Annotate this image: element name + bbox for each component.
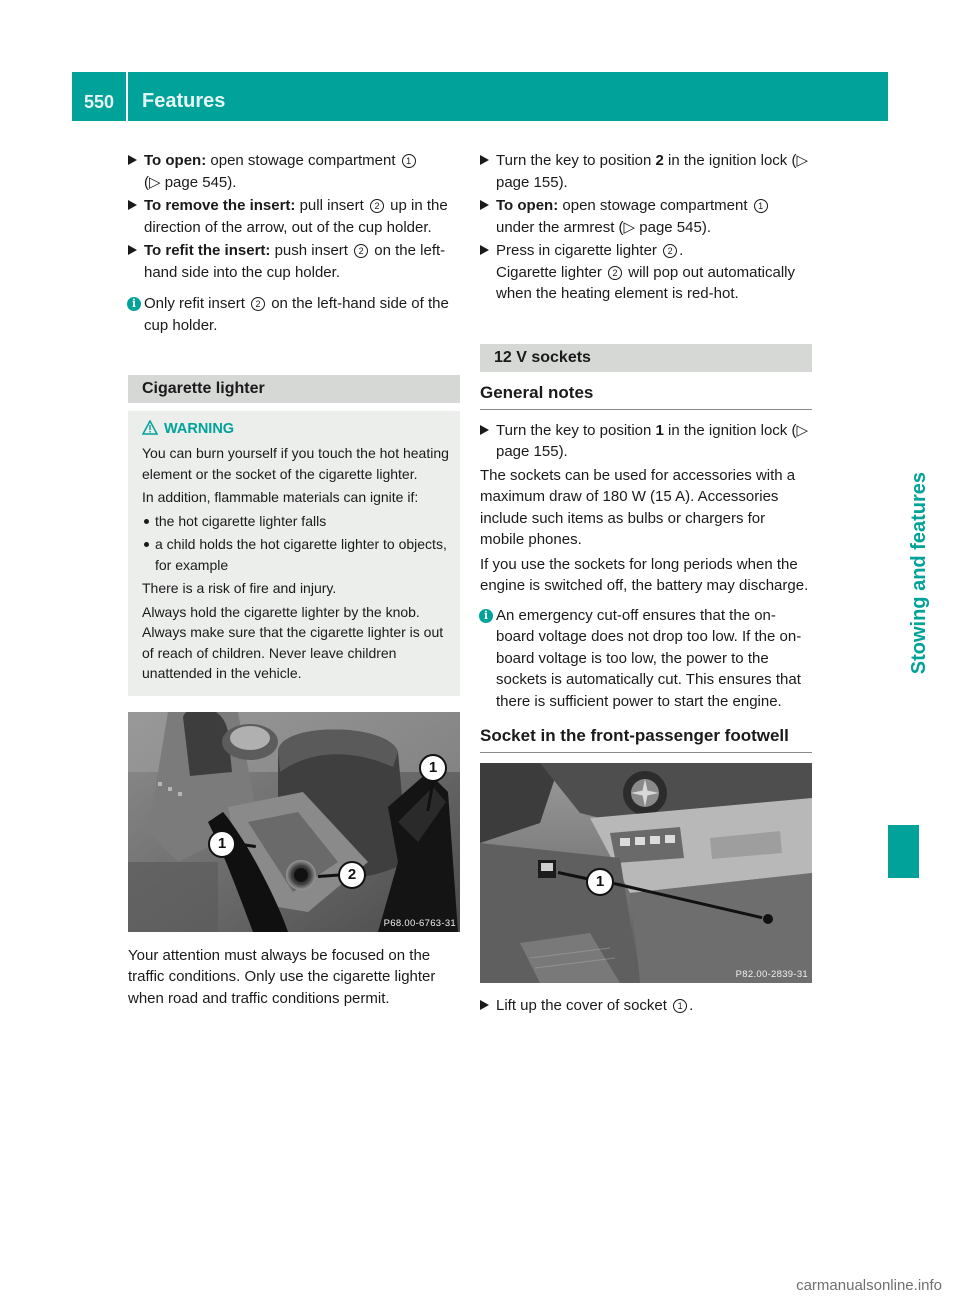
step-text: in the ignition lock (▷ page 155). — [496, 421, 808, 460]
warning-box — [128, 411, 460, 696]
attention-paragraph: Your attention must always be focused on the traffic conditions. Only use the cigarette lighter when road and traffic conditions permit. — [128, 946, 436, 1007]
step-text: up in the direction of the arrow, out of the cup holder. — [144, 197, 448, 236]
callout-number-icon: 2 — [370, 199, 384, 213]
subhead-front-passenger-socket: Socket in the front-passenger footwell — [480, 726, 812, 753]
step-press-lighter — [480, 240, 812, 305]
step-position: 1 — [655, 421, 664, 439]
chapter-title: Features — [142, 90, 226, 112]
info-icon: i — [127, 297, 141, 311]
step-text: on the left-hand side into the cup holder. — [144, 242, 446, 281]
warning-text: Always hold the cigarette lighter by the knob. Always make sure that the cigarette lighter is out of reach of children. Never leave children unattended in the vehicle. — [142, 603, 444, 681]
step-text: Turn the key to position — [496, 421, 656, 439]
side-tab-label: Stowing and features — [908, 472, 930, 675]
callout-number-icon: 1 — [402, 154, 416, 168]
step-turn-key — [480, 150, 812, 193]
step-label: To open: — [496, 197, 559, 214]
battery-paragraph: If you use the sockets for long periods when the engine is switched off, the battery may discharge. — [480, 555, 809, 594]
page-reference[interactable]: (▷ page 545). — [144, 173, 237, 191]
step-refit-insert — [128, 240, 460, 283]
info-icon: i — [479, 609, 493, 623]
page-header — [72, 72, 888, 121]
step-label: To remove the insert: — [144, 197, 296, 214]
warning-text: You can burn yourself if you touch the hot heating element or the socket of the cigarette lighter. — [142, 445, 449, 482]
warning-bullet: a child holds the hot cigarette lighter to objects, for example — [142, 534, 450, 575]
step-text: . — [689, 997, 694, 1014]
callout-number-icon: 1 — [754, 199, 768, 213]
figure-code: P82.00-2839-31 — [735, 969, 808, 980]
watermark: carmanualsonline.info — [796, 1277, 942, 1294]
figure-code: P68.00-6763-31 — [383, 917, 456, 929]
page-number: 550 — [84, 92, 115, 112]
warning-text: There is a risk of fire and injury. — [142, 580, 337, 596]
step-arrow-icon — [128, 155, 137, 165]
callout-number-icon: 2 — [663, 244, 677, 258]
step-label: To refit the insert: — [144, 242, 271, 259]
step-label: To open: — [144, 152, 207, 169]
step-arrow-icon — [128, 200, 137, 210]
side-tab-marker — [888, 825, 919, 878]
step-text: open stowage compartment — [558, 197, 752, 214]
callout-1-armrest: 1 — [419, 754, 447, 782]
callout-number-icon: 2 — [354, 244, 368, 258]
info-text: Only refit insert — [144, 295, 250, 312]
step-text: Turn the key to position — [496, 152, 656, 169]
step-open-compartment — [480, 195, 812, 238]
section-title-12v-sockets: 12 V sockets — [480, 344, 812, 372]
step-arrow-icon — [480, 155, 489, 165]
section-title-cigarette-lighter: Cigarette lighter — [128, 375, 460, 403]
callout-number-icon: 1 — [673, 999, 687, 1013]
step-text: will pop out automatically when the heating element is red-hot. — [496, 263, 795, 302]
step-open — [128, 150, 460, 193]
header-divider — [126, 72, 128, 121]
step-text: push insert — [270, 242, 353, 259]
step-text: pull insert — [295, 197, 368, 214]
info-text: An emergency cut-off ensures that the on-board voltage does not drop too low. If the on-board voltage is too low, the power to the sockets is automatically cut. This ensures that there is sufficient power to start the engine. — [496, 606, 802, 710]
step-arrow-icon — [480, 245, 489, 255]
callout-number-icon: 2 — [608, 266, 622, 280]
step-turn-key-pos1 — [480, 420, 812, 463]
warning-label: WARNING — [164, 421, 235, 437]
side-tab — [888, 72, 960, 1302]
info-note-cutoff — [480, 605, 812, 713]
step-text: open stowage compartment — [206, 152, 400, 169]
warning-bullet: the hot cigarette lighter falls — [142, 511, 450, 532]
left-column — [128, 150, 460, 1009]
cigarette-lighter-photo — [128, 712, 460, 932]
warning-triangle-icon — [142, 420, 158, 435]
step-arrow-icon — [480, 200, 489, 210]
callout-1: 1 — [208, 830, 236, 858]
step-position: 2 — [655, 152, 664, 169]
callout-1-socket: 1 — [586, 868, 614, 896]
step-arrow-icon — [480, 1000, 489, 1010]
subhead-general-notes: General notes — [480, 383, 812, 410]
step-lift-cover — [480, 995, 812, 1017]
step-text: Cigarette lighter — [496, 263, 607, 281]
callout-2: 2 — [338, 861, 366, 889]
info-note — [128, 293, 460, 336]
step-text: Press in cigarette lighter — [496, 242, 662, 259]
step-text: under the armrest (▷ page 545). — [496, 218, 711, 236]
step-text: . — [679, 242, 684, 259]
info-text: on the left-hand side of the cup holder. — [144, 295, 449, 334]
figure-footwell-socket — [480, 763, 812, 983]
sockets-paragraph: The sockets can be used for accessories with a maximum draw of 180 W (15 A). Accessories include such items as bulbs or chargers for mobile phones. — [480, 466, 796, 548]
figure-cigarette-lighter — [128, 712, 460, 932]
warning-title — [142, 419, 450, 439]
warning-text: In addition, flammable materials can ignite if: — [142, 489, 419, 505]
step-text: in the ignition lock (▷ page 155). — [496, 152, 808, 191]
callout-number-icon: 2 — [251, 297, 265, 311]
step-remove-insert — [128, 195, 460, 238]
step-arrow-icon — [128, 245, 137, 255]
step-arrow-icon — [480, 425, 489, 435]
right-column — [480, 150, 812, 1019]
step-text: Lift up the cover of socket — [496, 997, 672, 1014]
footwell-socket-photo — [480, 763, 812, 983]
